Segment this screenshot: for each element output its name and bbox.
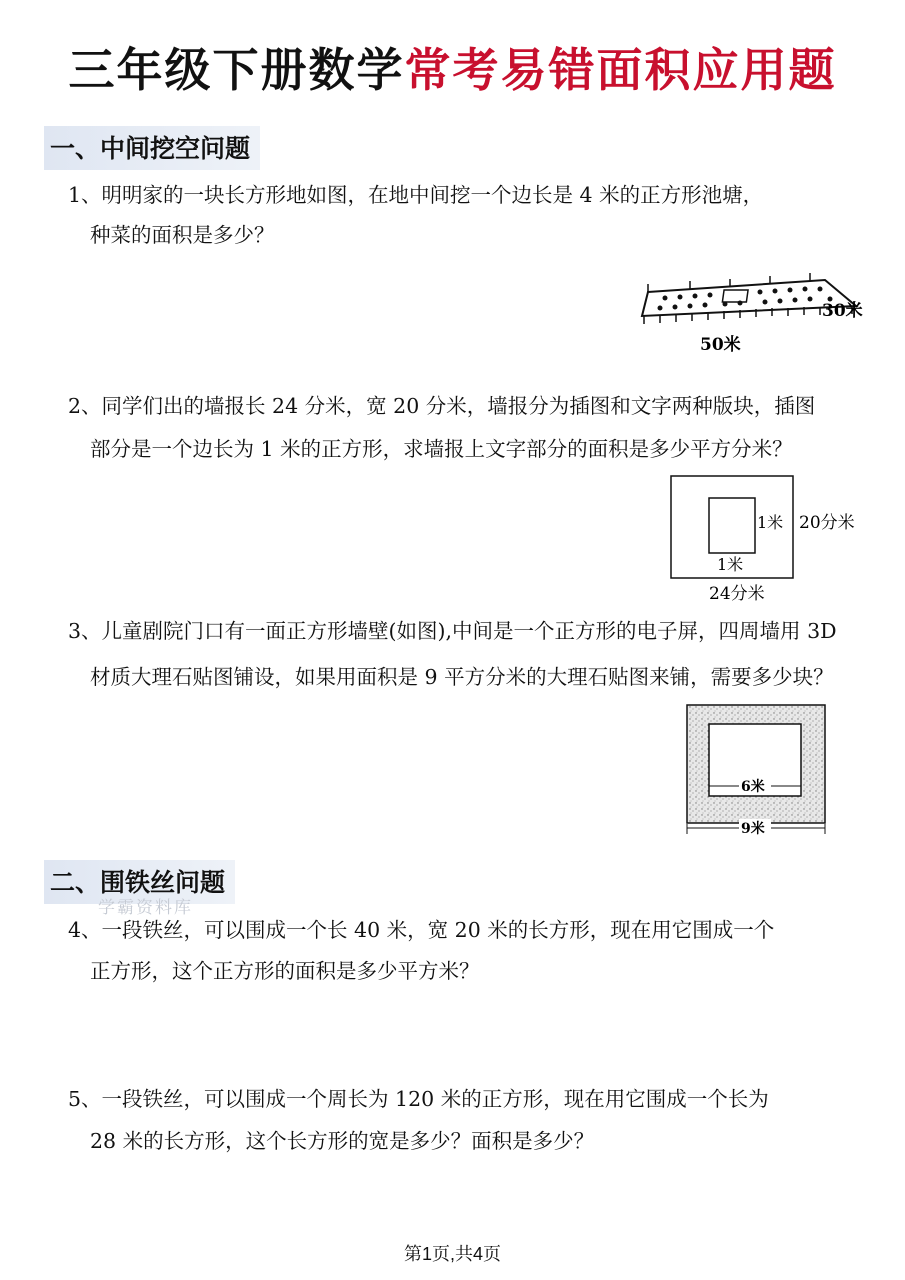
figure-1-field — [630, 262, 880, 362]
question-1-line-1: 1、明明家的一块长方形地如图，在地中间挖一个边长是 4 米的正方形池塘， — [68, 183, 764, 207]
section-heading-1: 一、中间挖空问题 — [44, 126, 260, 170]
question-2-line-2: 部分是一个边长为 1 米的正方形，求墙报上文字部分的面积是多少平方分米？ — [90, 437, 793, 461]
question-4-line-2: 正方形，这个正方形的面积是多少平方米？ — [90, 959, 480, 983]
question-5-line-1: 5、一段铁丝，可以围成一个周长为 120 米的正方形，现在用它围成一个长为 — [68, 1087, 769, 1111]
question-1-line-2: 种菜的面积是多少？ — [90, 223, 275, 247]
question-4-line-1: 4、一段铁丝，可以围成一个长 40 米，宽 20 米的长方形，现在用它围成一个 — [68, 918, 775, 942]
inner-bottom-label: 1米 — [717, 555, 744, 574]
figure-3-wall — [683, 700, 833, 840]
illustration-square — [709, 498, 755, 553]
screen-label: 6米 — [741, 779, 765, 795]
wall-label: 9米 — [741, 821, 765, 837]
page-number: 第1页,共4页 — [403, 1244, 502, 1264]
title-red: 常考易错面积应用题 — [404, 43, 837, 97]
question-5-line-2: 28 米的长方形，这个长方形的宽是多少？面积是多少？ — [90, 1129, 595, 1153]
figure-2-poster — [665, 472, 870, 607]
question-3-line-1: 3、儿童剧院门口有一面正方形墙壁(如图),中间是一个正方形的电子屏，四周墙用 3D — [68, 619, 837, 643]
outer-side-label: 20分米 — [799, 513, 855, 533]
title-black: 三年级下册数学 — [68, 43, 405, 97]
watermark: 学霸资料库 — [98, 898, 193, 918]
field-bottom-label: 50米 — [700, 335, 741, 355]
inner-side-label: 1米 — [757, 513, 784, 532]
outer-bottom-label: 24分米 — [709, 584, 765, 604]
question-2-line-1: 2、同学们出的墙报长 24 分米，宽 20 分米，墙报分为插图和文字两种版块，插图 — [68, 394, 816, 418]
question-3-line-2: 材质大理石贴图铺设，如果用面积是 9 平方分米的大理石贴图来铺，需要多少块？ — [90, 665, 834, 689]
page-title — [0, 34, 905, 100]
pond-square — [722, 290, 748, 302]
section-heading-2: 二、围铁丝问题 — [44, 860, 235, 904]
field-side-label: 30米 — [822, 301, 863, 321]
